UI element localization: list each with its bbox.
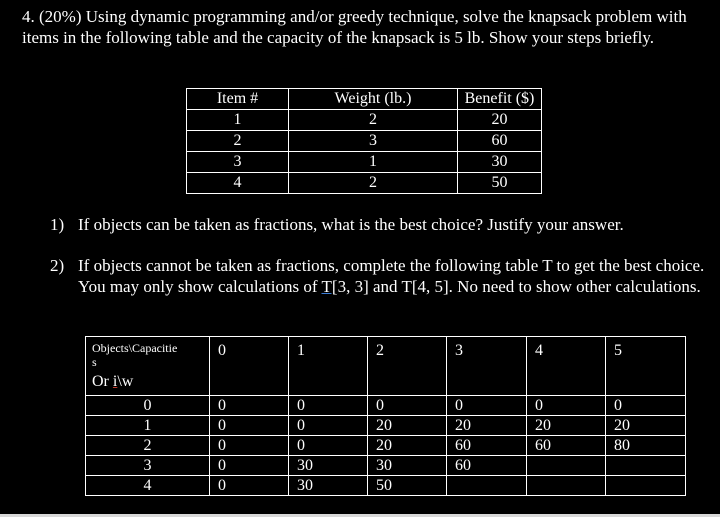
table-cell: 60 (527, 436, 606, 456)
capacity-header: 2 (368, 337, 447, 396)
items-header-row (187, 89, 542, 110)
table-cell: 80 (606, 436, 686, 456)
table-cell: 20 (447, 416, 527, 436)
table-cell: 0 (210, 456, 289, 476)
table-row (86, 396, 686, 416)
table-cell: 0 (210, 476, 289, 496)
table-cell: 0 (210, 416, 289, 436)
item-benefit: 60 (458, 131, 542, 152)
table-cell (606, 476, 686, 496)
table-row (86, 456, 686, 476)
table-cell: 0 (368, 396, 447, 416)
item-weight: 1 (289, 152, 458, 173)
table-row (187, 152, 542, 173)
table-cell: 30 (289, 476, 368, 496)
items-header-item: Item # (187, 89, 289, 110)
table-cell: 60 (447, 436, 527, 456)
table-row (187, 131, 542, 152)
item-number: 1 (187, 110, 289, 131)
subquestion-1 (50, 215, 710, 239)
items-table (186, 88, 542, 194)
subquestion-number: 1) (50, 215, 65, 234)
table-cell: 0 (289, 416, 368, 436)
dp-header-row (86, 337, 686, 396)
capacity-header: 1 (289, 337, 368, 396)
table-cell: 0 (527, 396, 606, 416)
subquestion-2 (50, 256, 712, 320)
items-header-weight: Weight (lb.) (289, 89, 458, 110)
table-cell: 0 (289, 396, 368, 416)
item-weight: 2 (289, 173, 458, 194)
table-cell: 0 (289, 436, 368, 456)
table-cell: 20 (527, 416, 606, 436)
object-index: 2 (86, 436, 210, 456)
table-cell: 0 (447, 396, 527, 416)
capacity-header: 3 (447, 337, 527, 396)
capacity-header: 5 (606, 337, 686, 396)
table-cell: 30 (368, 456, 447, 476)
subquestion-text: If objects cannot be taken as fractions, complete the following table T to get the best choice. You may only show calculations of T[3, 3] and T[4, 5]. No need to show other calculations. (78, 256, 705, 296)
dp-corner-header: Objects\Capacitie s Or i\w (86, 337, 210, 396)
capacity-header: 0 (210, 337, 289, 396)
object-index: 4 (86, 476, 210, 496)
table-row (86, 416, 686, 436)
object-index: 0 (86, 396, 210, 416)
dp-table (85, 336, 686, 496)
subquestion-number: 2) (50, 256, 65, 275)
table-cell (606, 456, 686, 476)
table-row (187, 173, 542, 194)
table-reference: T[ (321, 276, 338, 296)
object-index: 3 (86, 456, 210, 476)
object-index: 1 (86, 416, 210, 436)
subquestion-text: If objects can be taken as fractions, what is the best choice? Justify your answer. (78, 215, 624, 234)
item-number: 3 (187, 152, 289, 173)
table-cell: 0 (606, 396, 686, 416)
items-header-benefit: Benefit ($) (458, 89, 542, 110)
item-benefit: 20 (458, 110, 542, 131)
table-row (86, 476, 686, 496)
table-cell (527, 456, 606, 476)
item-number: 2 (187, 131, 289, 152)
table-cell: 50 (368, 476, 447, 496)
table-cell: 30 (289, 456, 368, 476)
item-weight: 3 (289, 131, 458, 152)
table-cell: 20 (368, 416, 447, 436)
item-weight: 2 (289, 110, 458, 131)
table-row (86, 436, 686, 456)
question-text: 4. (20%) Using dynamic programming and/or greedy technique, solve the knapsack problem with items in the following table and the capacity of the knapsack is 5 lb. Show your steps briefly. (22, 7, 687, 47)
table-cell: 0 (210, 396, 289, 416)
table-cell: 20 (368, 436, 447, 456)
table-row (187, 110, 542, 131)
item-number: 4 (187, 173, 289, 194)
table-cell: 20 (606, 416, 686, 436)
table-cell (447, 476, 527, 496)
table-cell (527, 476, 606, 496)
table-cell: 0 (210, 436, 289, 456)
item-benefit: 30 (458, 152, 542, 173)
item-benefit: 50 (458, 173, 542, 194)
capacity-header: 4 (527, 337, 606, 396)
table-cell: 60 (447, 456, 527, 476)
